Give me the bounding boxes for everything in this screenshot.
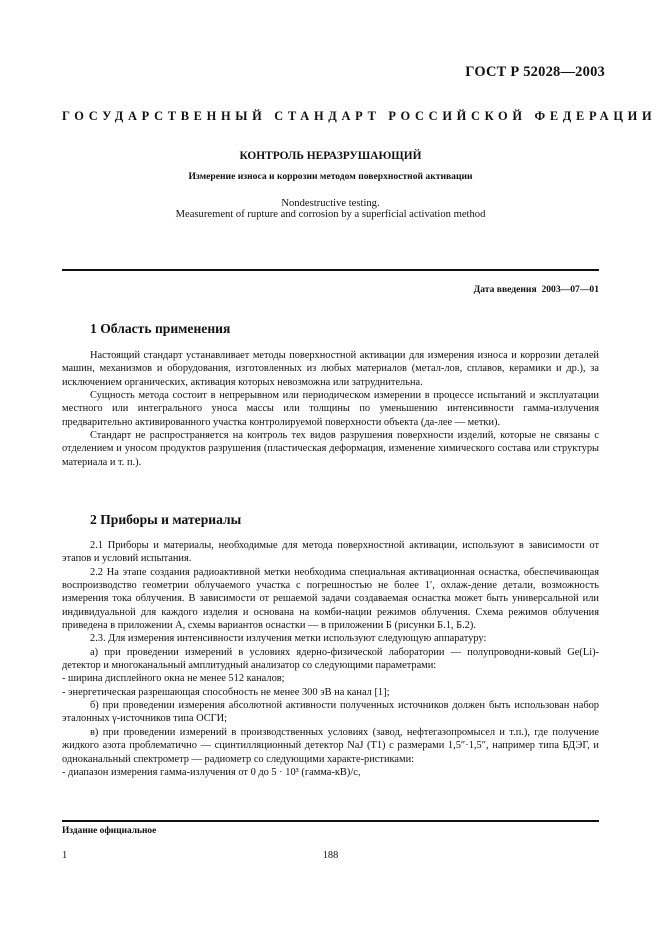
- list-item: - энергетическая разрешающая способность не менее 300 эВ на канал [1];: [62, 686, 390, 698]
- introduction-date: [474, 284, 599, 295]
- page-number: 188: [322, 850, 339, 861]
- document-title: КОНТРОЛЬ НЕРАЗРУШАЮЩИЙ: [239, 150, 422, 162]
- footer-divider: [62, 820, 599, 822]
- paragraph: 2.3. Для измерения интенсивности излучения метки используют следующую аппаратуру:: [90, 633, 487, 645]
- introduction-date-value: 2003—07—01: [541, 284, 599, 295]
- section-2-body: [62, 539, 599, 779]
- english-title-line-1: Nondestructive testing.: [281, 198, 380, 209]
- title-divider: [62, 269, 599, 271]
- paragraph: б) при проведении измерения абсолютной активности полученных источников должен быть использован набор эталонных γ-источников типа ОСГИ;: [62, 700, 599, 725]
- section-1-heading: 1 Область применения: [90, 321, 231, 336]
- section-1-body: [62, 349, 599, 469]
- section-2-heading: 2 Приборы и материалы: [90, 512, 242, 527]
- paragraph: 2.1 Приборы и материалы, необходимые для метода поверхностной активации, используют в зависимости от этапов и условий испытания.: [62, 540, 599, 565]
- official-edition-label: Издание официальное: [62, 826, 157, 836]
- paragraph: в) при проведении измерений в производственных условиях (завод, нефтегазопромысел и т.п.), где получение жидкого азота проблематично — сцинтилляционный детектор NaJ (T1) с размерами 1,5″·1,5″, например типа БДЭГ, и одноканальный спектрометр — радиометр со следующими характе-ристиками:: [62, 726, 599, 765]
- english-title-line-2: Measurement of rupture and corrosion by a superficial activation method: [175, 209, 486, 220]
- introduction-date-label: Дата введения: [473, 284, 537, 295]
- list-item: - ширина дисплейного окна не менее 512 каналов;: [62, 673, 285, 685]
- paragraph: Сущность метода состоит в непрерывном или периодическом измерении в процессе испытаний и эксплуатации местного или интегрального уноса массы или толщины по уменьшению интенсивности гамма-излучения предварительно активированного участка контролируемой поверхности объекта (да-лее — метки).: [62, 390, 599, 428]
- paragraph: Настоящий стандарт устанавливает методы поверхностной активации для измерения износа и коррозии деталей машин, механизмов и оборудования, изготовленных из любых материалов (метал-лов, сплавов, керамики и др.), за исключением органических, активация которых невозможна или затруднительна.: [62, 350, 599, 388]
- paragraph: Стандарт не распространяется на контроль тех видов разрушения поверхности изделий, которые не связаны с отделением и уносом продуктов разрушения (пластическая деформация, изменение химического состава или структуры материала и т. п.).: [62, 430, 599, 468]
- list-item: - диапазон измерения гамма-излучения от 0 до 5 · 10³ (гамма-кВ)/с,: [62, 766, 361, 778]
- paragraph: а) при проведении измерений в условиях ядерно-физической лаборатории — полупроводни-ковый Ge(Li)-детектор и многоканальный амплитудный анализатор со следующими параметрами:: [62, 646, 599, 672]
- paragraph: 2.2 На этапе создания радиоактивной метки необходима специальная активационная оснастка, обеспечивающая воспроизводство геометрии облучаемого участка с погрешностью не более 1′, охлаж-дение детали, возможность измерения тока облучения. В зависимости от решаемой задачи создаваемая оснастка может быть универсальной или индивидуальной для каждого изделия и основана на комби-нации режимов облучения. Схема режимов облучения приведена в приложении А, схемы вариантов оснастки — в приложении Б (рисунки Б.1, Б.2).: [62, 566, 599, 632]
- document-subtitle: Измерение износа и коррозии методом поверхностной активации: [188, 171, 473, 182]
- document-code: ГОСТ Р 52028—2003: [465, 64, 605, 80]
- standard-title: ГОСУДАРСТВЕННЫЙ СТАНДАРТ РОССИЙСКОЙ ФЕДЕРАЦИИ: [62, 109, 657, 123]
- sheet-number: 1: [62, 850, 68, 861]
